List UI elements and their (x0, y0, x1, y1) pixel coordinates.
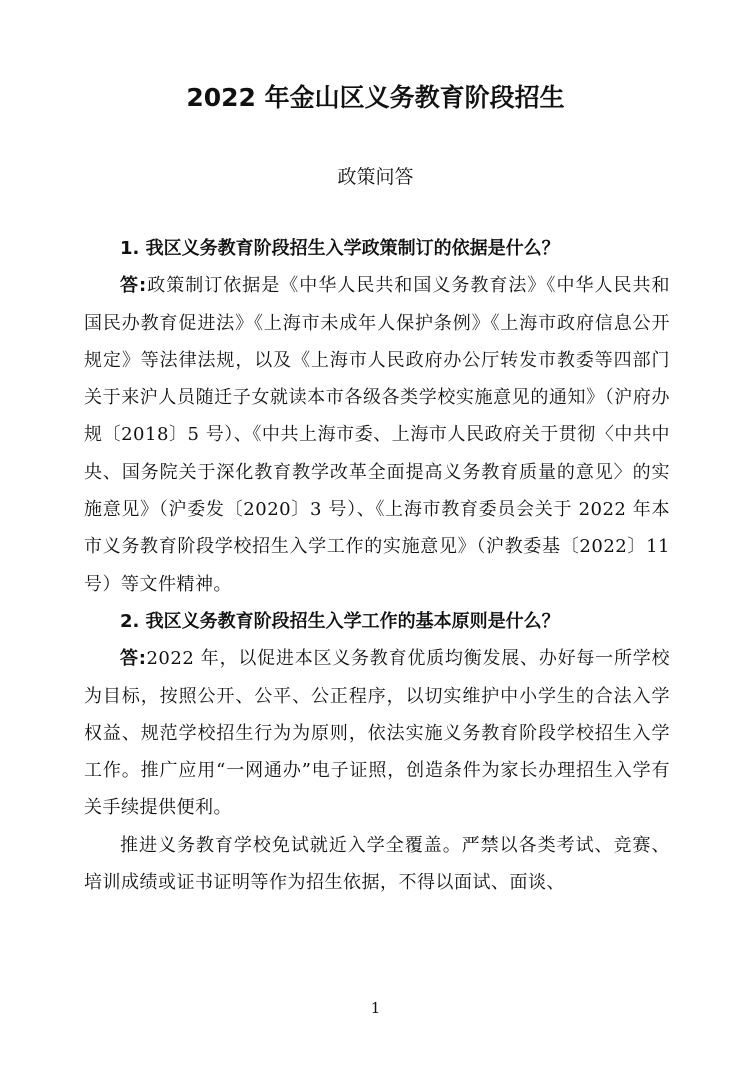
answer-1-text: 政策制订依据是《中华人民共和国义务教育法》《中华人民共和国民办教育促进法》《上海市未成年人保护条例》《上海市政府信息公开规定》等法律法规，以及《上海市人民政府办公厅转发市教委等四部门关于来沪人员随迁子女就读本市各级各类学校实施意见的通知》（沪府办规〔2018〕5 号）、《中共上海市委、上海市人民政府关于贯彻〈中共中央、国务院关于深化教育教学改革全面提高义务教育质量的意见〉的实施意见》（沪委发〔2020〕3 号）、《上海市教育委员会关于 2022 年本市义务教育阶段学校招生入学工作的实施意见》（沪教委基〔2022〕11 号）等文件精神。 (84, 275, 671, 595)
answer-2 (84, 640, 670, 826)
answer-1-lead: 答: (120, 275, 147, 297)
document-subtitle: 政策问答 (337, 166, 414, 188)
document-title: 2022 年金山区义务教育阶段招生 (186, 83, 565, 112)
question-1: 1. 我区义务教育阶段招生入学政策制订的依据是什么？ (120, 238, 560, 259)
answer-2-text: 2022 年，以促进本区义务教育优质均衡发展、办好每一所学校为目标，按照公开、公平、公正程序，以切实维护中小学生的合法入学权益、规范学校招生行为为原则，依法实施义务教育阶段学校招生入学工作。推广应用“一网通办”电子证照，创造条件为家长办理招生入学有关手续提供便利。 (84, 648, 670, 819)
question-2: 2. 我区义务教育阶段招生入学工作的基本原则是什么？ (120, 610, 560, 632)
answer-1 (84, 267, 670, 603)
page-number: 1 (370, 999, 381, 1017)
answer-2-followup: 推进义务教育学校免试就近入学全覆盖。严禁以各类考试、竞赛、培训成绩或证书证明等作为招生依据，不得以面试、面谈、 (84, 834, 670, 894)
document-body (84, 230, 670, 901)
answer-2-lead: 答: (120, 648, 147, 670)
